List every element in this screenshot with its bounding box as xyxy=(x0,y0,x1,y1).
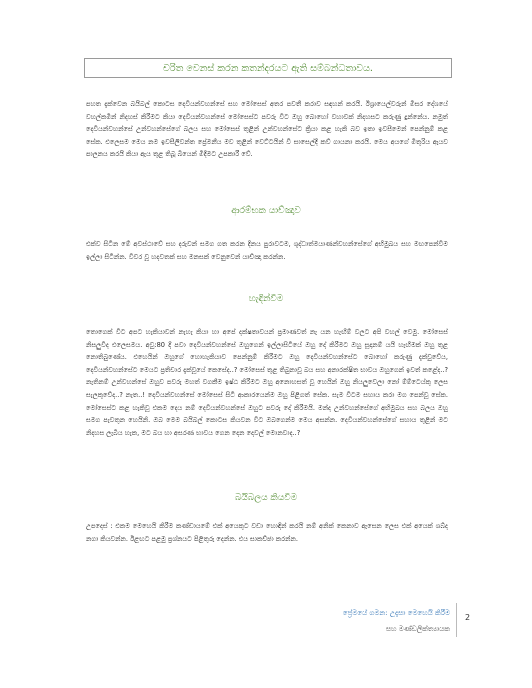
page-number: 2 xyxy=(465,613,471,622)
bible-reading-heading: බයිබලය කියවීම xyxy=(234,493,298,503)
footer-title: ප්‍රේමයේ ගමන: උදැසා මෙහෙයි කිරීම xyxy=(342,609,450,617)
opening-prayer-heading: ආරම්භක යාච්ඤාව xyxy=(231,206,301,216)
footer-subtitle: සහ මණ්ඩලික්ත්‍යායක xyxy=(385,625,450,633)
reading-paragraph: උපදෙස් : එකම මෙහෙයි කිරීම කණ්ඩායමේ එක් අයෙකුට වඩා හොඳින් කරයි නම් අනික් කෙනාව ඇසෙන ලෙස එක් අයෙක් ශබ්ද නගා කියවන්න. ඊළඟට පළමු ප්‍රශ්නයට පිළිතුරු දෙන්න. එය සාකච්ඡා කරන්න. xyxy=(86,522,448,543)
footer-divider xyxy=(456,603,457,637)
intro-paragraph: පහත දැක්වෙන බයිබල් කොටස දෙවියන්වහන්සේ සහ මෝසෙස් අතර පවතී කරාව සඳහන් කරයි. ඊශ්‍රායෙල්වරුන් මිසර දේශයේ වහල්කමින් නිදහස් කිරීමට කියා දෙවියන්වහන්සේ මෝසෙස්ට පවරු විට ඔහු බොහෝ වහාවක් නිදහසට කරුණු දුන්නේය. නමුත් දෙවියන්වහන්සේ උන්වහන්සේගේ බලය සහ මෝසෙස් තුළින් උන්වහන්සේට ක්‍රියා කළ හැකි බව ඉතා ඉවසීමෙන් පෙන්නුම් කළ සේක. එලෙසම මෙය නම ඉවසීලිවන්ත ප්‍රේමනීය මව තුළින් වෙට්ටයින් වී සාසෙල්දී කව් ගායනා කරයි. මෙය අයගේ මිතුරිය ඇයව පාලනය කරයි කියා ඇය තුළ තිබූ බියෙන් මිදීමට උපකාරී වේ. xyxy=(86,100,448,159)
introduction-heading: හැඳින්වීම xyxy=(248,294,284,304)
section-title-box: චරිත වෙනස් කරන කතන්දරයට ඇති සම්බන්ධතාවය. xyxy=(84,58,452,78)
introduction-paragraph: තොගෙක් විට අපට හැකියාවන් නැහැ කියා හා අපේ දක්ෂතාවයන් ප්‍රමාණවත් නැ යන හැඟීම් වලට අපි වහල් වෙමු. මෝසෙස් නිසලුවිද එලෙසමය. අවු:80 දී පවා දෙවියන්වහන්සේ ඔහුගෙන් ඉල්ලාසිටියේ ඔහු දේ කිරීමට ඔහු සූදානම් යයි හැඟීමක් ඔහු තුළ නොතිබුණේය. එහෙයින් ඔහුගේ හොහැකියාව පෙන්නුම් කිරීමට ඔහු දෙවියන්වහන්සේට බොහෝ කරුණු දැක්වුවේය, දෙවියන්වහන්සේට මෙයට ප්‍රතිචාර දැක්වූයේ කෙසේද..? මෝසෙස් තුළ තිබුනාවූ බය සහ අනාරක්ෂිත භාවය ඔහුගෙන් ඉවත් කළේද..? නැතිනම් උන්වහන්සේ ඔහුව පවරු මහත් වගකීම ඉෂ්ඨ කිරීමට ඔහු අනොහසත් වූ හෙයින් ඔහු නියලුවෙලා නෝ ම්ම්ටෙය්කු ලෙස සැලකුවේද..? නැත..! දෙවියන්වහන්සේ මෝසෙස් සිටි ආකාරයෙන්ම ඔහු පිළිගත් සේක. සැම විටම සහාය කරා මග පෙන්වූ සේක. මෝසෙස්ට කළ හැකිවූ එකම දෙය නම් දෙවියන්වහන්සේ ඔහුට පවරු දේ කිරීමයි. මන්ද උන්වහන්සේගේ අභිමුඛය සහ බලය ඔහු සමග පැවතුන හෙයිනි. ඔබ මෙම බයිබල් කොටස කියවන විට ඔබගෙන්ම මෙය අසන්න. දෙවියන්වහන්සේගේ සහාය තුළින් මට නිදහස ලැබිය හැක, මට බය හා අසරණ භාවය ගෙන දෙන දෙවල් මොනවාද..? xyxy=(86,328,448,437)
prayer-paragraph: එක්ව සිටින මේ අවස්ථාවේ සහ දරුවන් සමග ගත කරන දිනය පුරාවටම, ශුද්ධාත්මයාණන්වහන්සේගේ අභිමුඛය සහ මඟපෙන්වීම ඉල්ලා සිටින්න. විවර වූ හදවතක් සහ මනසක් වෙනුවෙන් යාච්ඤා කරන්න. xyxy=(86,240,448,261)
